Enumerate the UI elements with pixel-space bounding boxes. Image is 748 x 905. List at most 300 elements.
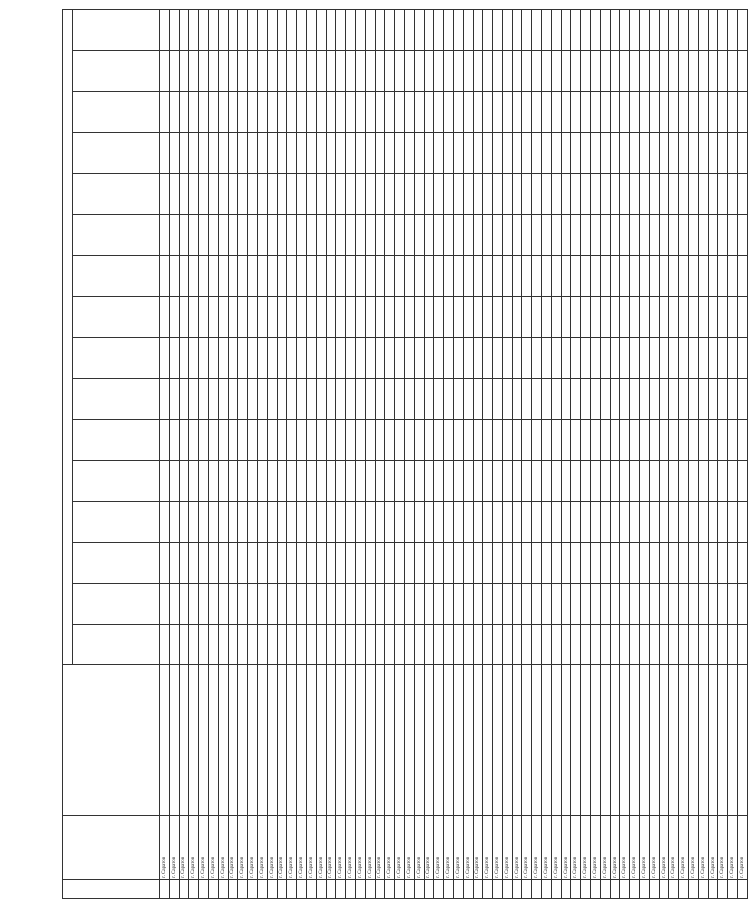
year-cell	[336, 501, 346, 542]
year-cell	[336, 133, 346, 174]
year-cell	[581, 542, 591, 583]
table-row	[199, 10, 209, 899]
row-number	[228, 879, 238, 898]
year-cell	[189, 215, 199, 256]
work-type-header	[73, 174, 160, 215]
year-cell	[248, 215, 258, 256]
year-cell	[336, 337, 346, 378]
year-cell	[414, 624, 424, 665]
municipality-cell: г. Саратов	[434, 816, 444, 880]
year-cell	[228, 419, 238, 460]
year-cell	[365, 255, 375, 296]
municipality-cell: г. Саратов	[257, 816, 267, 880]
work-type-header	[73, 255, 160, 296]
year-cell	[532, 10, 542, 51]
year-cell	[208, 501, 218, 542]
year-cell	[267, 296, 277, 337]
year-cell	[728, 133, 738, 174]
year-cell	[189, 542, 199, 583]
table-row	[404, 10, 414, 899]
year-cell	[718, 255, 728, 296]
address-cell	[493, 665, 503, 816]
year-cell	[277, 133, 287, 174]
work-type-header	[73, 460, 160, 501]
year-cell	[630, 174, 640, 215]
year-cell	[248, 624, 258, 665]
row-number	[169, 879, 179, 898]
year-cell	[493, 337, 503, 378]
address-cell	[640, 665, 650, 816]
year-cell	[336, 255, 346, 296]
year-cell	[571, 215, 581, 256]
year-cell	[199, 10, 209, 51]
year-cell	[600, 460, 610, 501]
year-cell	[493, 133, 503, 174]
year-cell	[277, 542, 287, 583]
year-cell	[228, 583, 238, 624]
year-cell	[326, 419, 336, 460]
year-cell	[218, 51, 228, 92]
year-cell	[453, 460, 463, 501]
year-cell	[640, 51, 650, 92]
address-cell	[444, 665, 454, 816]
row-number	[600, 879, 610, 898]
year-cell	[679, 501, 689, 542]
year-cell	[689, 337, 699, 378]
table-row	[591, 10, 601, 899]
year-cell	[649, 92, 659, 133]
table-row	[620, 10, 630, 899]
year-cell	[316, 624, 326, 665]
year-cell	[659, 10, 669, 51]
year-cell	[669, 378, 679, 419]
year-cell	[483, 296, 493, 337]
municipality-cell: г. Саратов	[630, 816, 640, 880]
year-cell	[297, 133, 307, 174]
table-row	[375, 10, 385, 899]
year-cell	[326, 542, 336, 583]
year-cell	[571, 174, 581, 215]
table-row	[179, 10, 189, 899]
year-cell	[297, 378, 307, 419]
year-cell	[561, 542, 571, 583]
year-cell	[248, 92, 258, 133]
municipality-cell: г. Саратов	[512, 816, 522, 880]
year-cell	[414, 583, 424, 624]
year-cell	[160, 133, 170, 174]
year-cell	[160, 460, 170, 501]
year-cell	[434, 583, 444, 624]
row-number	[179, 879, 189, 898]
year-cell	[649, 51, 659, 92]
year-cell	[375, 215, 385, 256]
year-cell	[287, 378, 297, 419]
year-cell	[522, 501, 532, 542]
year-cell	[522, 51, 532, 92]
year-cell	[483, 460, 493, 501]
year-cell	[718, 460, 728, 501]
year-cell	[463, 624, 473, 665]
year-cell	[551, 255, 561, 296]
year-cell	[561, 419, 571, 460]
year-cell	[414, 133, 424, 174]
year-cell	[493, 542, 503, 583]
year-cell	[502, 583, 512, 624]
year-cell	[160, 419, 170, 460]
year-cell	[502, 51, 512, 92]
year-cell	[297, 10, 307, 51]
year-cell	[551, 583, 561, 624]
row-number	[414, 879, 424, 898]
year-cell	[591, 174, 601, 215]
year-cell	[600, 133, 610, 174]
year-cell	[610, 296, 620, 337]
year-cell	[453, 378, 463, 419]
work-type-header	[73, 296, 160, 337]
year-cell	[404, 296, 414, 337]
year-cell	[610, 624, 620, 665]
year-cell	[169, 255, 179, 296]
address-cell	[179, 665, 189, 816]
year-cell	[404, 460, 414, 501]
year-cell	[679, 255, 689, 296]
year-cell	[493, 51, 503, 92]
table-row	[542, 10, 552, 899]
year-cell	[738, 583, 748, 624]
year-cell	[630, 419, 640, 460]
year-cell	[659, 296, 669, 337]
address-cell	[532, 665, 542, 816]
year-cell	[620, 296, 630, 337]
year-cell	[698, 501, 708, 542]
year-cell	[336, 419, 346, 460]
year-cell	[561, 624, 571, 665]
year-cell	[551, 51, 561, 92]
year-cell	[571, 419, 581, 460]
year-cell	[522, 92, 532, 133]
year-cell	[208, 419, 218, 460]
year-cell	[179, 460, 189, 501]
row-number	[385, 879, 395, 898]
year-cell	[679, 296, 689, 337]
year-cell	[473, 542, 483, 583]
year-cell	[659, 215, 669, 256]
year-cell	[277, 624, 287, 665]
year-cell	[208, 296, 218, 337]
address-cell	[326, 665, 336, 816]
year-cell	[698, 51, 708, 92]
year-cell	[346, 296, 356, 337]
year-cell	[473, 10, 483, 51]
year-cell	[434, 92, 444, 133]
address-cell	[277, 665, 287, 816]
year-cell	[689, 174, 699, 215]
municipality-cell: г. Саратов	[679, 816, 689, 880]
year-cell	[444, 215, 454, 256]
year-cell	[238, 51, 248, 92]
year-cell	[169, 542, 179, 583]
year-cell	[630, 255, 640, 296]
year-cell	[551, 174, 561, 215]
year-cell	[689, 296, 699, 337]
address-cell	[708, 665, 718, 816]
year-cell	[640, 583, 650, 624]
year-cell	[355, 542, 365, 583]
year-cell	[640, 378, 650, 419]
year-cell	[473, 255, 483, 296]
row-number	[512, 879, 522, 898]
year-cell	[355, 215, 365, 256]
table-row	[434, 10, 444, 899]
year-cell	[365, 460, 375, 501]
year-cell	[257, 501, 267, 542]
year-cell	[640, 215, 650, 256]
year-cell	[199, 92, 209, 133]
year-cell	[238, 296, 248, 337]
year-cell	[738, 378, 748, 419]
table-row	[160, 10, 170, 899]
row-number	[522, 879, 532, 898]
year-cell	[179, 501, 189, 542]
year-cell	[571, 378, 581, 419]
year-cell	[169, 92, 179, 133]
year-cell	[718, 10, 728, 51]
table-row	[257, 10, 267, 899]
year-cell	[708, 337, 718, 378]
municipality-cell: г. Саратов	[463, 816, 473, 880]
year-cell	[336, 10, 346, 51]
year-cell	[473, 92, 483, 133]
year-cell	[199, 542, 209, 583]
year-cell	[375, 337, 385, 378]
year-cell	[395, 378, 405, 419]
year-cell	[728, 460, 738, 501]
year-cell	[502, 255, 512, 296]
year-cell	[542, 542, 552, 583]
row-number	[551, 879, 561, 898]
municipality-cell: г. Саратов	[169, 816, 179, 880]
row-number	[297, 879, 307, 898]
year-cell	[522, 583, 532, 624]
address-cell	[522, 665, 532, 816]
year-cell	[532, 624, 542, 665]
year-cell	[169, 419, 179, 460]
year-cell	[385, 255, 395, 296]
year-cell	[561, 583, 571, 624]
year-cell	[453, 255, 463, 296]
year-cell	[434, 378, 444, 419]
year-cell	[336, 296, 346, 337]
year-cell	[395, 92, 405, 133]
year-cell	[169, 460, 179, 501]
year-cell	[561, 296, 571, 337]
section-title	[63, 10, 73, 666]
year-cell	[297, 419, 307, 460]
year-cell	[287, 51, 297, 92]
year-cell	[287, 215, 297, 256]
year-cell	[493, 583, 503, 624]
year-cell	[316, 542, 326, 583]
year-cell	[522, 255, 532, 296]
year-cell	[316, 10, 326, 51]
year-cell	[267, 255, 277, 296]
year-cell	[679, 51, 689, 92]
year-cell	[640, 337, 650, 378]
year-cell	[698, 460, 708, 501]
address-cell	[385, 665, 395, 816]
year-cell	[385, 174, 395, 215]
year-cell	[591, 51, 601, 92]
year-cell	[385, 296, 395, 337]
year-cell	[277, 337, 287, 378]
work-type-header	[73, 10, 160, 51]
year-cell	[512, 624, 522, 665]
year-cell	[679, 174, 689, 215]
year-cell	[385, 337, 395, 378]
row-number	[248, 879, 258, 898]
table-row	[532, 10, 542, 899]
year-cell	[160, 92, 170, 133]
year-cell	[208, 215, 218, 256]
year-cell	[434, 255, 444, 296]
year-cell	[581, 215, 591, 256]
year-cell	[385, 51, 395, 92]
year-cell	[679, 624, 689, 665]
year-cell	[669, 419, 679, 460]
row-number	[424, 879, 434, 898]
year-cell	[346, 583, 356, 624]
year-cell	[248, 255, 258, 296]
year-cell	[404, 337, 414, 378]
year-cell	[600, 419, 610, 460]
row-number	[404, 879, 414, 898]
year-cell	[424, 133, 434, 174]
municipality-cell: г. Саратов	[395, 816, 405, 880]
year-cell	[297, 583, 307, 624]
address-cell	[160, 665, 170, 816]
row-number	[502, 879, 512, 898]
year-cell	[483, 215, 493, 256]
year-cell	[708, 215, 718, 256]
work-type-header	[73, 51, 160, 92]
municipality-cell: г. Саратов	[483, 816, 493, 880]
year-cell	[277, 460, 287, 501]
year-cell	[444, 460, 454, 501]
year-cell	[297, 174, 307, 215]
year-cell	[659, 583, 669, 624]
year-cell	[551, 10, 561, 51]
year-cell	[610, 51, 620, 92]
municipality-cell: г. Саратов	[689, 816, 699, 880]
year-cell	[248, 542, 258, 583]
year-cell	[659, 460, 669, 501]
municipality-cell: г. Саратов	[542, 816, 552, 880]
year-cell	[718, 501, 728, 542]
year-cell	[414, 419, 424, 460]
table-row	[277, 10, 287, 899]
year-cell	[267, 92, 277, 133]
year-cell	[542, 378, 552, 419]
year-cell	[365, 583, 375, 624]
year-cell	[189, 174, 199, 215]
year-cell	[640, 460, 650, 501]
address-cell	[669, 665, 679, 816]
year-cell	[581, 378, 591, 419]
row-number	[336, 879, 346, 898]
year-cell	[287, 133, 297, 174]
year-cell	[267, 460, 277, 501]
year-cell	[532, 542, 542, 583]
year-cell	[267, 378, 277, 419]
year-cell	[179, 296, 189, 337]
year-cell	[512, 583, 522, 624]
year-cell	[708, 255, 718, 296]
year-cell	[169, 174, 179, 215]
year-cell	[532, 174, 542, 215]
municipality-cell: г. Саратов	[414, 816, 424, 880]
work-type-header	[73, 92, 160, 133]
year-cell	[169, 296, 179, 337]
year-cell	[463, 501, 473, 542]
year-cell	[346, 378, 356, 419]
year-cell	[160, 542, 170, 583]
year-cell	[395, 10, 405, 51]
year-cell	[561, 133, 571, 174]
year-cell	[512, 337, 522, 378]
table-row	[346, 10, 356, 899]
year-cell	[453, 296, 463, 337]
work-type-header	[73, 624, 160, 665]
year-cell	[738, 92, 748, 133]
year-cell	[189, 51, 199, 92]
year-cell	[385, 542, 395, 583]
year-cell	[630, 460, 640, 501]
municipality-cell: г. Саратов	[189, 816, 199, 880]
year-cell	[287, 92, 297, 133]
table-row	[512, 10, 522, 899]
year-cell	[355, 378, 365, 419]
year-cell	[738, 255, 748, 296]
year-cell	[346, 51, 356, 92]
row-number	[365, 879, 375, 898]
year-cell	[355, 583, 365, 624]
year-cell	[208, 624, 218, 665]
year-cell	[395, 624, 405, 665]
year-cell	[542, 419, 552, 460]
year-cell	[542, 501, 552, 542]
year-cell	[532, 583, 542, 624]
year-cell	[669, 174, 679, 215]
year-cell	[689, 92, 699, 133]
year-cell	[199, 583, 209, 624]
table-row	[316, 10, 326, 899]
year-cell	[581, 583, 591, 624]
year-cell	[669, 255, 679, 296]
year-cell	[689, 51, 699, 92]
year-cell	[414, 92, 424, 133]
year-cell	[346, 501, 356, 542]
year-cell	[698, 92, 708, 133]
year-cell	[689, 419, 699, 460]
year-cell	[257, 542, 267, 583]
year-cell	[257, 337, 267, 378]
year-cell	[257, 255, 267, 296]
year-cell	[404, 501, 414, 542]
year-cell	[238, 174, 248, 215]
year-cell	[542, 10, 552, 51]
year-cell	[453, 215, 463, 256]
year-cell	[365, 10, 375, 51]
